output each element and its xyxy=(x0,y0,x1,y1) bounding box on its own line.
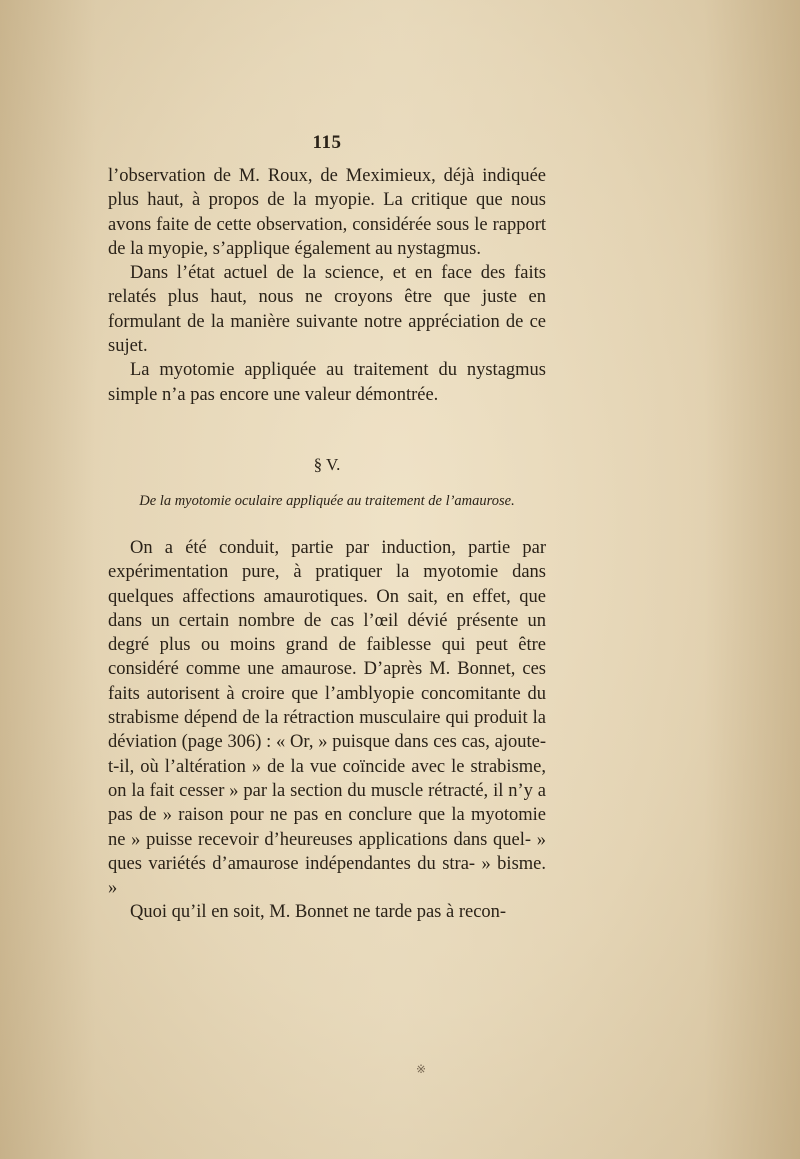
page-number: 115 xyxy=(312,132,342,153)
text-block xyxy=(108,132,546,925)
paragraph-3: La myotomie appliquée au traitement du nystagmus simple n’a pas encore une valeur démontrée. xyxy=(108,360,546,405)
paragraph-2: Dans l’état actuel de la science, et en face des faits relatés plus haut, nous ne croyons être que juste en formulant de la manière suivante notre appréciation de ce sujet. xyxy=(108,263,546,357)
section-mark: § V. xyxy=(313,454,341,474)
paragraph-4: On a été conduit, partie par induction, partie par expérimentation pure, à pratiquer la myotomie dans quelques affections amaurotiques. On sait, en effet, que dans un certain nombre de cas l’œil dévié présente un degré plus ou moins grand de faiblesse qui peut être considéré comme une amaurose. D’après M. Bonnet, ces faits autorisent à croire que l’amblyopie concomitante du strabisme dépend de la rétraction musculaire qui produit la déviation (page 306) : « Or, » puisque dans ces cas, ajoute-t-il, où l’altération » de la vue coïncide avec le strabisme, on la fait cesser » par la section du muscle rétracté, il n’y a pas de » raison pour ne pas en conclure que la myotomie ne » puisse recevoir d’heureuses applications dans quel- » ques variétés d’amaurose indépendantes du stra- » bisme. » xyxy=(108,537,546,899)
section-title: De la myotomie oculaire appliquée au traitement de l’amaurose. xyxy=(139,492,515,509)
paragraph-5: Quoi qu’il en soit, M. Bonnet ne tarde pas à recon- xyxy=(130,902,507,923)
printer-ornament: ※ xyxy=(416,1062,427,1076)
paragraph-1: l’observation de M. Roux, de Meximieux, déjà indiquée plus haut, à propos de la myopie. La critique que nous avons faite de cette observation, considérée sous le rapport de la myopie, s’applique également au nystagmus. xyxy=(108,166,546,259)
